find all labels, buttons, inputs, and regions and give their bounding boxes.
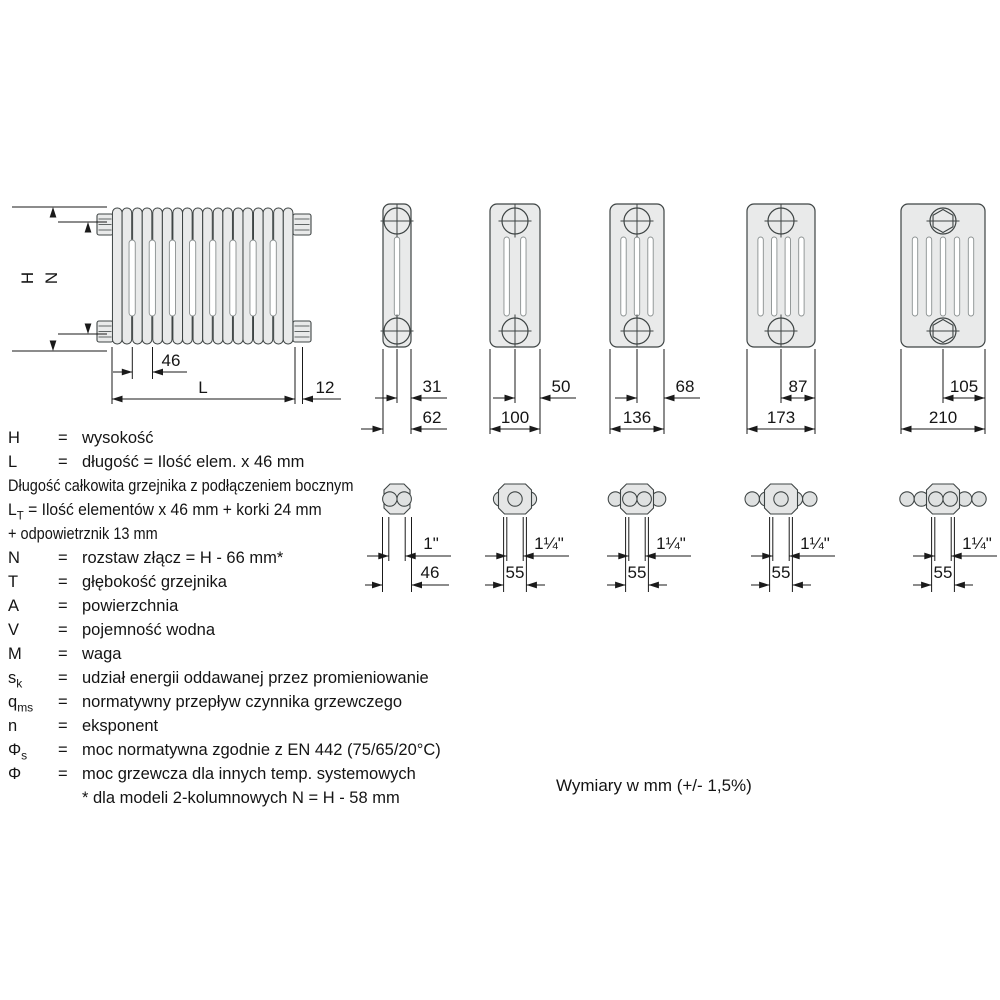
legend-row [8, 453, 508, 477]
equals-sign: = [58, 693, 68, 711]
equals-sign: = [58, 741, 68, 759]
top-view-6col [900, 484, 997, 592]
legend-text: moc normatywna zgodnie z EN 442 (75/65/20°C) [82, 741, 441, 759]
dim-label: 62 [422, 408, 442, 427]
legend-symbol: H [8, 429, 20, 447]
legend-text: pojemność wodna [82, 621, 215, 639]
legend-symbol: L [8, 501, 17, 519]
top-view-5col [745, 484, 835, 592]
legend-text: Ilość elementów x 46 mm + korki 24 mm [41, 501, 322, 519]
equals-sign: = [58, 429, 68, 447]
dim-label: 100 [500, 408, 530, 427]
legend-row [8, 429, 508, 453]
legend-continuation-line: + odpowietrznik 13 mm [8, 525, 158, 543]
legend-text: normatywny przepływ czynnika grzewczego [82, 693, 403, 711]
legend-symbol: V [8, 621, 20, 639]
legend-symbol: M [8, 645, 22, 663]
thread-size-label: 1¼" [656, 534, 686, 553]
legend-symbol: N [8, 549, 20, 567]
equals-sign: = [58, 645, 68, 663]
dim-label: 50 [551, 377, 571, 396]
dim-label: 31 [422, 377, 442, 396]
tolerance-note: Wymiary w mm (+/- 1,5%) [556, 776, 752, 795]
legend-symbol: T [8, 573, 19, 591]
dim-label: 136 [622, 408, 652, 427]
dim-label: 210 [928, 408, 958, 427]
legend-row [8, 645, 508, 669]
dim-label: 87 [788, 377, 808, 396]
top-view-4col [607, 484, 691, 592]
legend-continuation-line: Długość całkowita grzejnika z podłączeniem bocznym [8, 477, 354, 495]
legend-text: udział energii oddawanej przez promieniowanie [82, 669, 429, 687]
legend-row [8, 573, 508, 597]
legend-symbol: $\Phi_s$ [8, 741, 28, 763]
thread-size-label: 1¼" [800, 534, 830, 553]
legend-text: głębokość grzejnika [82, 573, 227, 591]
equals-sign: = [58, 597, 68, 615]
equals-sign: = [58, 765, 68, 783]
legend-row [8, 621, 508, 645]
legend-row [8, 765, 508, 789]
dim-label: 173 [766, 408, 796, 427]
legend-text: wysokość [82, 429, 154, 447]
legend-row [8, 717, 508, 741]
dim-label: 12 [315, 378, 335, 397]
legend-row-total-length: $L_T$ = Ilość elementów x 46 mm + korki 24 mm [8, 501, 322, 523]
cross-section-3col [490, 204, 576, 434]
legend-row [8, 741, 508, 765]
equals-sign: = [58, 549, 68, 567]
legend-text: długość = Ilość elem. x 46 mm [82, 453, 305, 471]
legend-symbol: A [8, 597, 20, 615]
front-view-drawing [97, 208, 311, 344]
pitch-label: 55 [771, 563, 791, 582]
legend-symbol: $q_{ms}$ [8, 693, 34, 715]
cross-section-6col [901, 204, 985, 434]
dim-label: 105 [949, 377, 979, 396]
height-label: H [17, 271, 37, 285]
legend-row [8, 549, 508, 573]
legend-symbol: Φ [8, 765, 22, 783]
dim-label: 46 [161, 351, 181, 370]
thread-size-label: 1" [423, 534, 439, 553]
legend-text: moc grzewcza dla innych temp. systemowych [82, 765, 416, 783]
dim-label: 68 [675, 377, 695, 396]
equals-sign: = [58, 621, 68, 639]
cross-section-5col [747, 204, 815, 434]
pitch-label: 55 [505, 563, 525, 582]
equals-sign: = [58, 453, 68, 471]
legend-text: eksponent [82, 717, 159, 735]
legend-text: rozstaw złącz = H - 66 mm* [82, 549, 284, 567]
pitch-label: 46 [420, 563, 440, 582]
equals-sign: = [28, 501, 38, 519]
legend-symbol: L [8, 453, 18, 471]
pitch-label: 55 [933, 563, 953, 582]
thread-size-label: 1¼" [534, 534, 564, 553]
legend-footnote: * dla modeli 2-kolumnowych N = H - 58 mm [82, 789, 400, 807]
legend-text: powierzchnia [82, 597, 179, 615]
legend-symbol: $s_k$ [8, 669, 23, 691]
node-pitch-label: N [41, 271, 61, 285]
legend-block [8, 429, 508, 813]
legend-text: waga [82, 645, 122, 663]
length-label: L [198, 378, 208, 397]
equals-sign: = [58, 669, 68, 687]
legend-row [8, 693, 508, 717]
pitch-label: 55 [627, 563, 647, 582]
cross-section-4col [610, 204, 700, 434]
legend-row [8, 597, 508, 621]
legend-symbol: n [8, 717, 18, 735]
equals-sign: = [58, 717, 68, 735]
thread-size-label: 1¼" [962, 534, 992, 553]
equals-sign: = [58, 573, 68, 591]
cross-section-2col [361, 204, 447, 434]
legend-row [8, 669, 508, 693]
